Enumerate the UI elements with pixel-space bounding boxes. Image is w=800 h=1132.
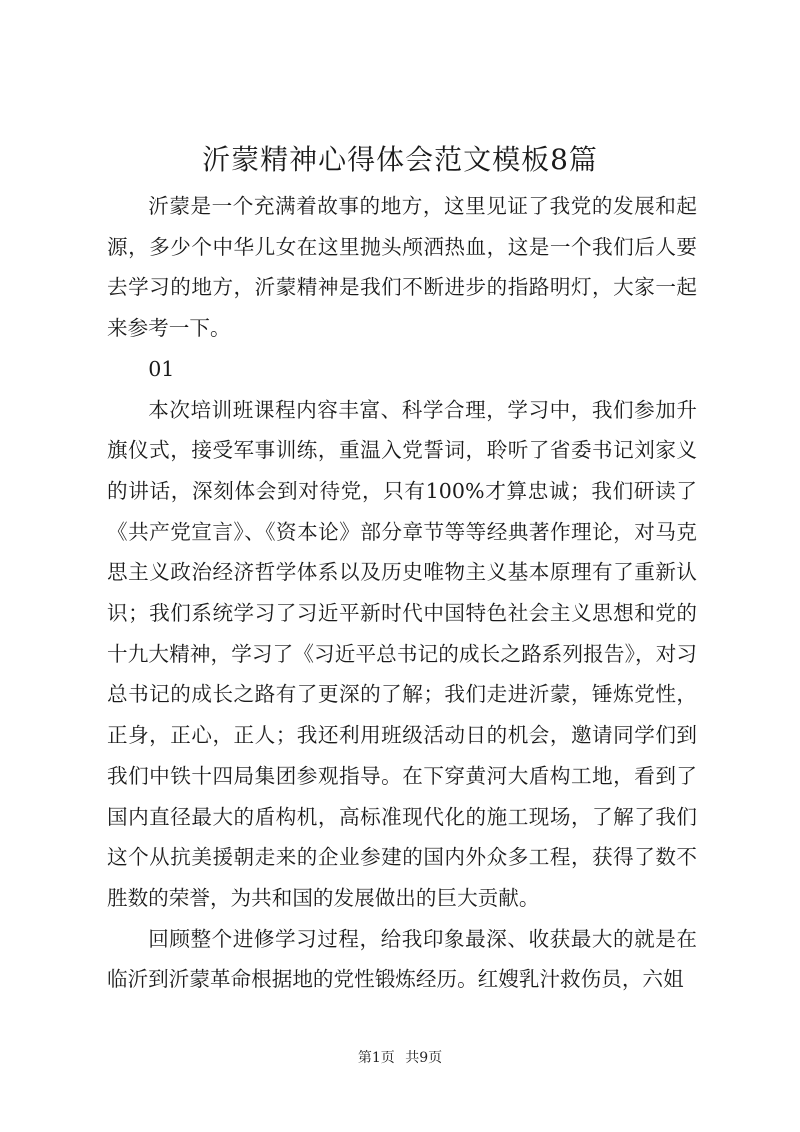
body-paragraph: 回顾整个进修学习过程，给我印象最深、收获最大的就是在临沂到沂蒙革命根据地的党性锻炼经历。红嫂乳汁救伤员，六姐 [107, 926, 697, 992]
page-total: 共9页 [405, 1050, 443, 1066]
document-body [107, 186, 697, 1000]
page-footer [0, 1048, 800, 1068]
intro-paragraph: 沂蒙是一个充满着故事的地方，这里见证了我党的发展和起源，多少个中华儿女在这里抛头颅洒热血，这是一个我们后人要去学习的地方，沂蒙精神是我们不断进步的指路明灯，大家一起来参考一下。 [107, 194, 697, 341]
page-title: 沂蒙精神心得体会范文模板8篇 [202, 143, 598, 176]
page-number: 第1页 [357, 1050, 395, 1066]
body-paragraph: 本次培训班课程内容丰富、科学合理，学习中，我们参加升旗仪式，接受军事训练，重温入党誓词，聆听了省委书记刘家义的讲话，深刻体会到对待党，只有100%才算忠诚；我们研读了《共产党宣言》、《资本论》部分章节等等经典著作理论，对马克思主义政治经济哲学体系以及历史唯物主义基本原理有了重新认识；我们系统学习了习近平新时代中国特色社会主义思想和党的十九大精神，学习了《习近平总书记的成长之路系列报告》，对习总书记的成长之路有了更深的了解；我们走进沂蒙，锤炼党性，正身，正心，正人；我还利用班级活动日的机会，邀请同学们到我们中铁十四局集团参观指导。在下穿黄河大盾构工地，看到了国内直径最大的盾构机，高标准现代化的施工现场，了解了我们这个从抗美援朝走来的企业参建的国内外众多工程，获得了数不胜数的荣誉，为共和国的发展做出的巨大贡献。 [107, 397, 697, 910]
section-number: 01 [148, 356, 175, 381]
